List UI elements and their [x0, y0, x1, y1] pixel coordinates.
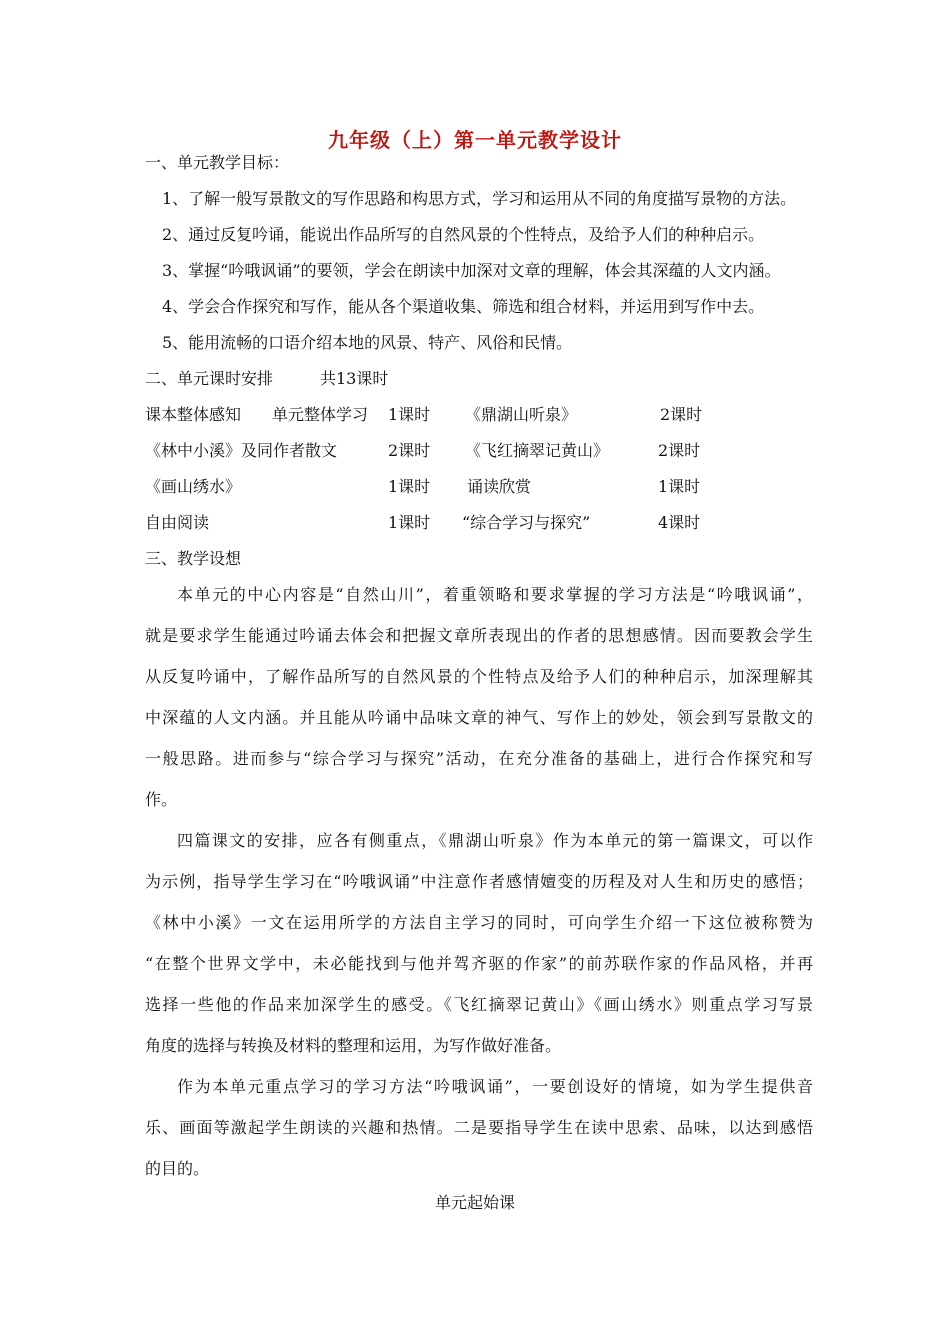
paragraph-line: 角度的选择与转换及材料的整理和运用，为写作做好准备。	[145, 1036, 562, 1055]
schedule-cell: 自由阅读	[145, 513, 210, 532]
schedule-cell: 2课时	[388, 441, 431, 460]
objective-item: 1、了解一般写景散文的写作思路和构思方式，学习和运用从不同的角度描写景物的方法。	[162, 189, 797, 208]
objective-item: 4、学会合作探究和写作，能从各个渠道收集、筛选和组合材料，并运用到写作中去。	[162, 297, 765, 316]
schedule-cell: 《鼎湖山听泉》	[465, 405, 578, 424]
paragraph-line: 作。	[145, 790, 178, 809]
objective-item: 5、能用流畅的口语介绍本地的风景、特产、风俗和民情。	[162, 333, 573, 352]
paragraph-line: “在整个世界文学中，未必能找到与他并驾齐驱的作家”的前苏联作家的作品风格，并再	[145, 954, 813, 973]
schedule-total: 共13课时	[320, 369, 389, 388]
paragraph-line: 作为本单元重点学习的学习方法“吟哦讽诵”，一要创设好的情境，如为学生提供音	[177, 1077, 813, 1096]
paragraph-line: 选择一些他的作品来加深学生的感受。《飞红摘翠记黄山》《画山绣水》则重点学习写景	[145, 995, 813, 1014]
section-heading-objectives: 一、单元教学目标：	[145, 153, 290, 172]
schedule-cell: “综合学习与探究”	[462, 513, 591, 532]
schedule-cell: 课本整体感知	[145, 405, 242, 424]
schedule-cell: 诵读欣赏	[467, 477, 532, 496]
section-heading-design: 三、教学设想	[145, 549, 242, 568]
schedule-cell: 1课时	[658, 477, 701, 496]
section-subtitle: 单元起始课	[434, 1193, 515, 1212]
section-heading-schedule: 二、单元课时安排	[145, 369, 274, 388]
paragraph-line: 就是要求学生能通过吟诵去体会和把握文章所表现出的作者的思想感情。因而要教会学生	[145, 626, 813, 645]
schedule-cell: 1课时	[388, 477, 431, 496]
document-title: 九年级（上）第一单元教学设计	[328, 128, 622, 152]
paragraph-line: 中深蕴的人文内涵。并且能从吟诵中品味文章的神气、写作上的妙处，领会到写景散文的	[145, 708, 813, 727]
paragraph-line: 一般思路。进而参与“综合学习与探究”活动，在充分准备的基础上，进行合作探究和写	[145, 749, 813, 768]
schedule-cell: 《飞红摘翠记黄山》	[465, 441, 610, 460]
paragraph-line: 从反复吟诵中，了解作品所写的自然风景的个性特点及给予人们的种种启示，加深理解其	[145, 667, 813, 686]
schedule-cell: 1课时	[388, 513, 431, 532]
schedule-cell: 《林中小溪》及同作者散文	[145, 441, 338, 460]
paragraph-line: 本单元的中心内容是“自然山川”，着重领略和要求掌握的学习方法是“吟哦讽诵”，	[177, 585, 813, 604]
schedule-cell: 2课时	[658, 441, 701, 460]
schedule-cell: 单元整体学习	[272, 405, 369, 424]
schedule-cell: 2课时	[660, 405, 703, 424]
paragraph-line: 《林中小溪》一文在运用所学的方法自主学习的同时，可向学生介绍一下这位被称赞为	[145, 913, 813, 932]
schedule-cell: 4课时	[658, 513, 701, 532]
paragraph-line: 的目的。	[145, 1159, 210, 1178]
schedule-cell: 1课时	[388, 405, 431, 424]
paragraph-line: 为示例，指导学生学习在“吟哦讽诵”中注意作者感情嬗变的历程及对人生和历史的感悟；	[145, 872, 813, 891]
schedule-cell: 《画山绣水》	[145, 477, 242, 496]
paragraph-line: 四篇课文的安排，应各有侧重点，《鼎湖山听泉》作为本单元的第一篇课文，可以作	[177, 831, 813, 850]
objective-item: 3、掌握“吟哦讽诵”的要领，学会在朗读中加深对文章的理解，体会其深蕴的人文内涵。	[162, 261, 781, 280]
objective-item: 2、通过反复吟诵，能说出作品所写的自然风景的个性特点，及给予人们的种种启示。	[162, 225, 765, 244]
paragraph-line: 乐、画面等激起学生朗读的兴趣和热情。二是要指导学生在读中思索、品味，以达到感悟	[145, 1118, 813, 1137]
